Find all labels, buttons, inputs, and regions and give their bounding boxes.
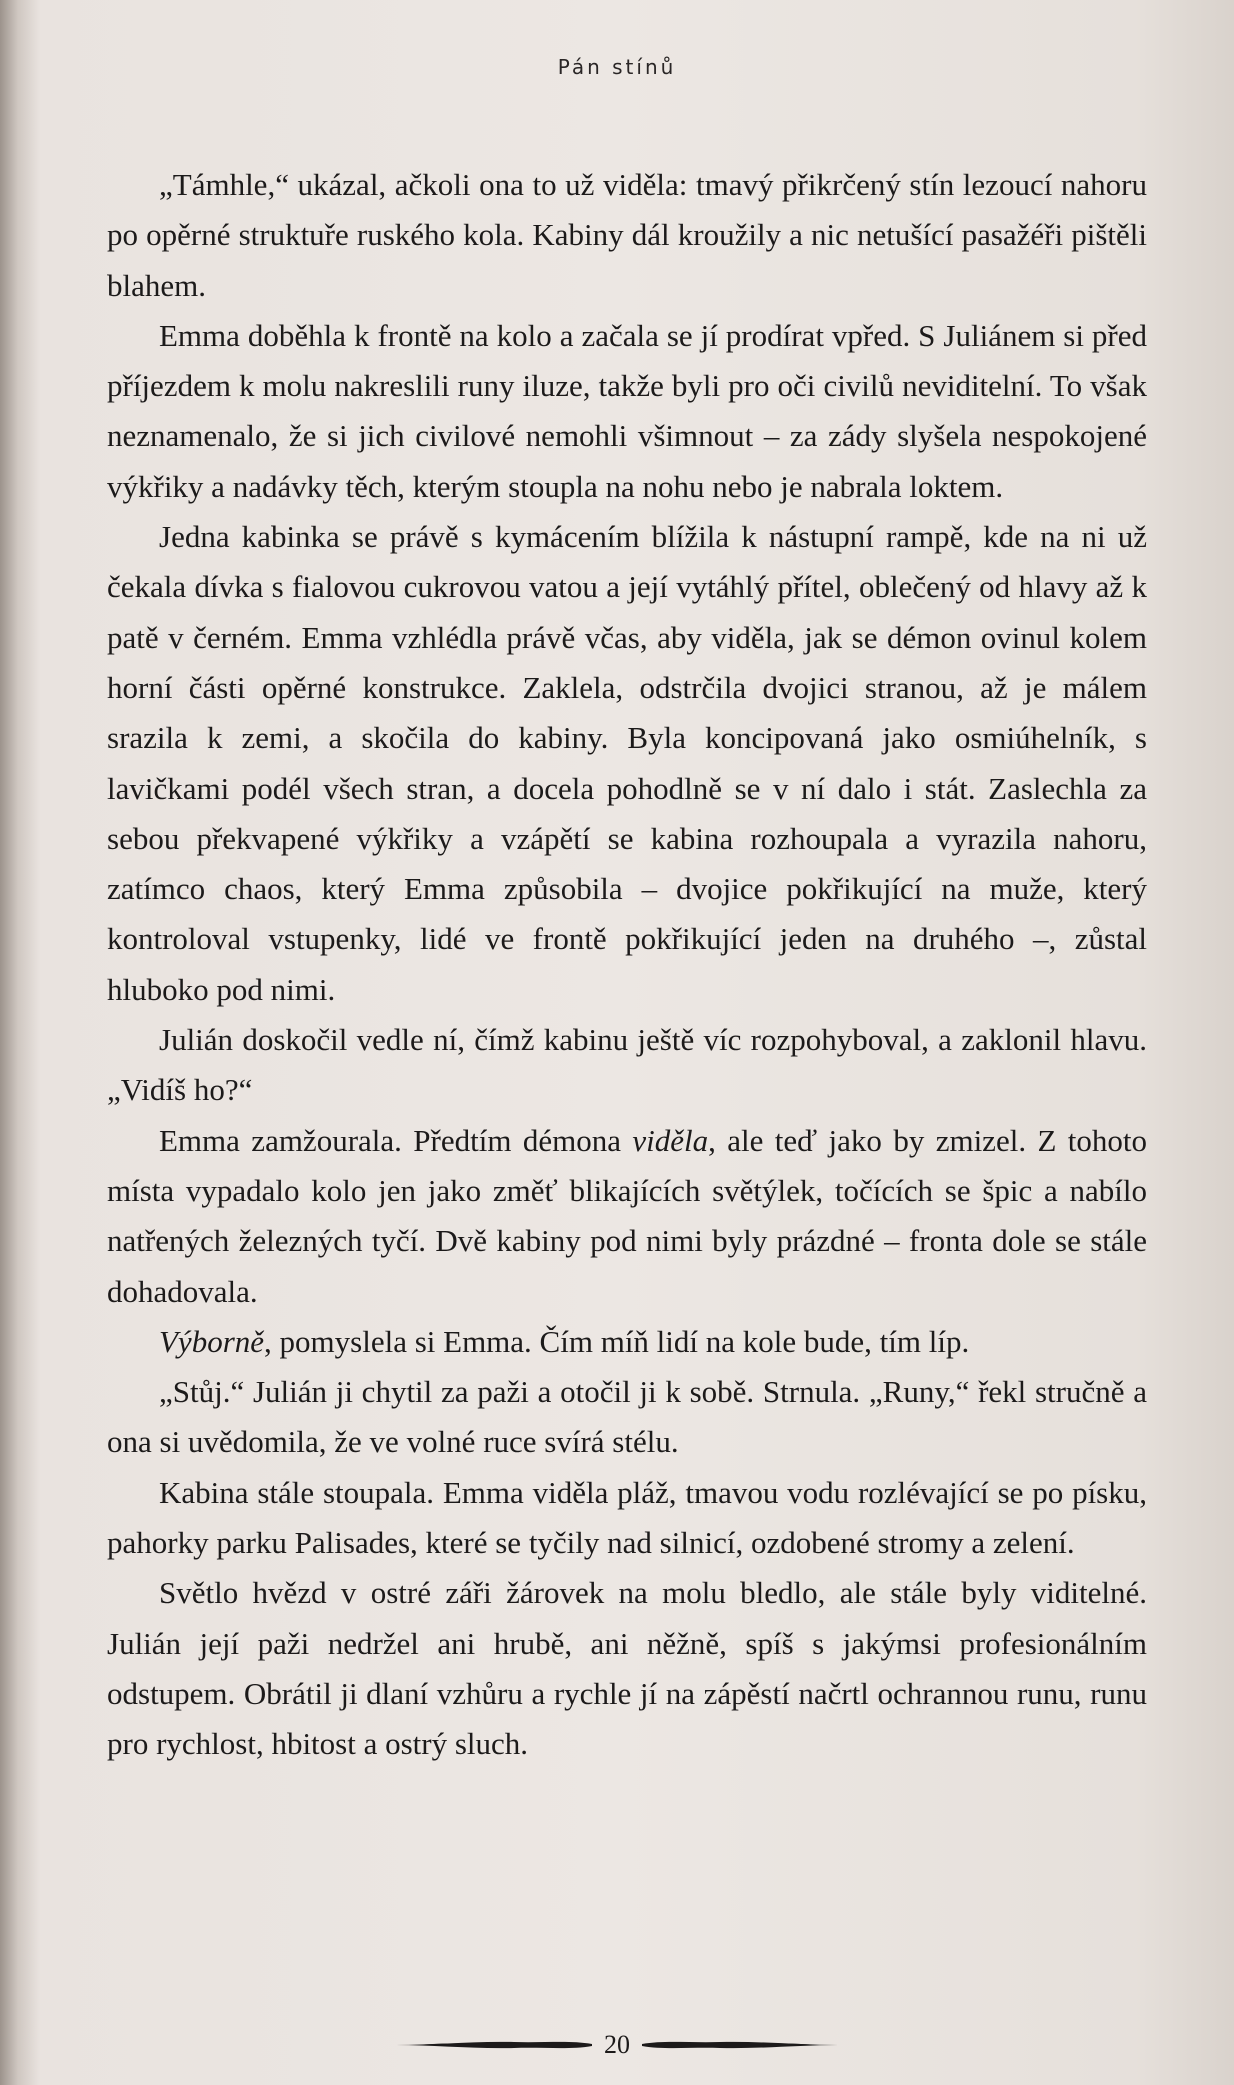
text-run: Světlo hvězd v ostré záři žárovek na molu bledlo, ale stále byly viditelné. Julián její paži nedržel ani hrubě, ani něžně, spíš s jakýmsi profesionálním odstupem. Obrátil ji dlaní vzhůru a rychle jí na zápěstí načrtl ochrannou runu, runu pro rychlost, hbitost a ostrý sluch. — [107, 1575, 1147, 1762]
italic-text: Výborně — [159, 1323, 265, 1359]
body-text — [107, 160, 1147, 1770]
text-run: „Támhle,“ ukázal, ačkoli ona to už viděla: tmavý přikrčený stín lezoucí nahoru po opěrné struktuře ruského kola. Kabiny dál kroužily a nic netušící pasažéři pištěli blahem. — [107, 167, 1147, 303]
page-number: 20 — [604, 2030, 630, 2059]
paragraph — [107, 160, 1147, 311]
paragraph — [107, 1317, 1147, 1367]
text-run: „Stůj.“ Julián ji chytil za paži a otočil ji k sobě. Strnula. „Runy,“ řekl stručně a ona si uvědomila, že ve volné ruce svírá stélu. — [107, 1374, 1147, 1460]
text-run: , pomyslela si Emma. Čím míň lidí na kole bude, tím líp. — [264, 1323, 970, 1359]
paragraph — [107, 1367, 1147, 1468]
text-run: Julián doskočil vedle ní, čímž kabinu ještě víc rozpohyboval, a zaklonil hlavu. „Vidíš ho?“ — [107, 1022, 1147, 1108]
paragraph — [107, 1015, 1147, 1116]
paragraph — [107, 1116, 1147, 1317]
paragraph — [107, 1468, 1147, 1569]
paragraph — [107, 311, 1147, 512]
running-head: Pán stínů — [557, 55, 677, 79]
ornament-left-icon — [394, 2038, 594, 2052]
text-run: , ale teď jako by zmizel. Z tohoto místa vypadalo kolo jen jako změť blikajících světýlek, točících se špic a nabílo natřených železných tyčí. Dvě kabiny pod nimi byly prázdné – fronta dole se stále dohadovala. — [107, 1122, 1147, 1309]
italic-text: viděla — [632, 1122, 709, 1158]
paragraph — [107, 512, 1147, 1015]
text-run: Kabina stále stoupala. Emma viděla pláž, tmavou vodu rozlévající se po písku, pahorky parku Palisades, které se tyčily nad silnicí, ozdobené stromy a zelení. — [107, 1474, 1147, 1561]
page-footer — [0, 2030, 1234, 2060]
text-run: Jedna kabinka se právě s kymácením blížila k nástupní rampě, kde na ni už čekala dívka s fialovou cukrovou vatou a její vytáhlý přítel, oblečený od hlavy až k patě v černém. Emma vzhlédla právě včas, aby viděla, jak se démon ovinul kolem horní části opěrné konstrukce. Zaklela, odstrčila dvojici stranou, až je málem srazila k zemi, a skočila do kabiny. Byla koncipovaná jako osmiúhelník, s lavičkami podél všech stran, a docela pohodlně se v ní dalo i stát. Zaslechla za sebou překvapené výkřiky a vzápětí se kabina rozhoupala a vyrazila nahoru, zatímco chaos, který Emma způsobila – dvojice pokřikující na muže, který kontroloval vstupenky, lidé ve frontě pokřikující jeden na druhého –, zůstal hluboko pod nimi. — [107, 519, 1147, 1007]
text-run: Emma doběhla k frontě na kolo a začala se jí prodírat vpřed. S Juliánem si před příjezdem k molu nakreslili runy iluze, takže byli pro oči civilů neviditelní. To však neznamenalo, že si jich civilové nemohli všimnout – za zády slyšela nespokojené výkřiky a nadávky těch, kterým stoupla na nohu nebo je nabrala loktem. — [107, 317, 1147, 504]
paragraph — [107, 1568, 1147, 1769]
text-run: Emma zamžourala. Předtím démona — [159, 1122, 633, 1158]
ornament-right-icon — [640, 2038, 840, 2052]
